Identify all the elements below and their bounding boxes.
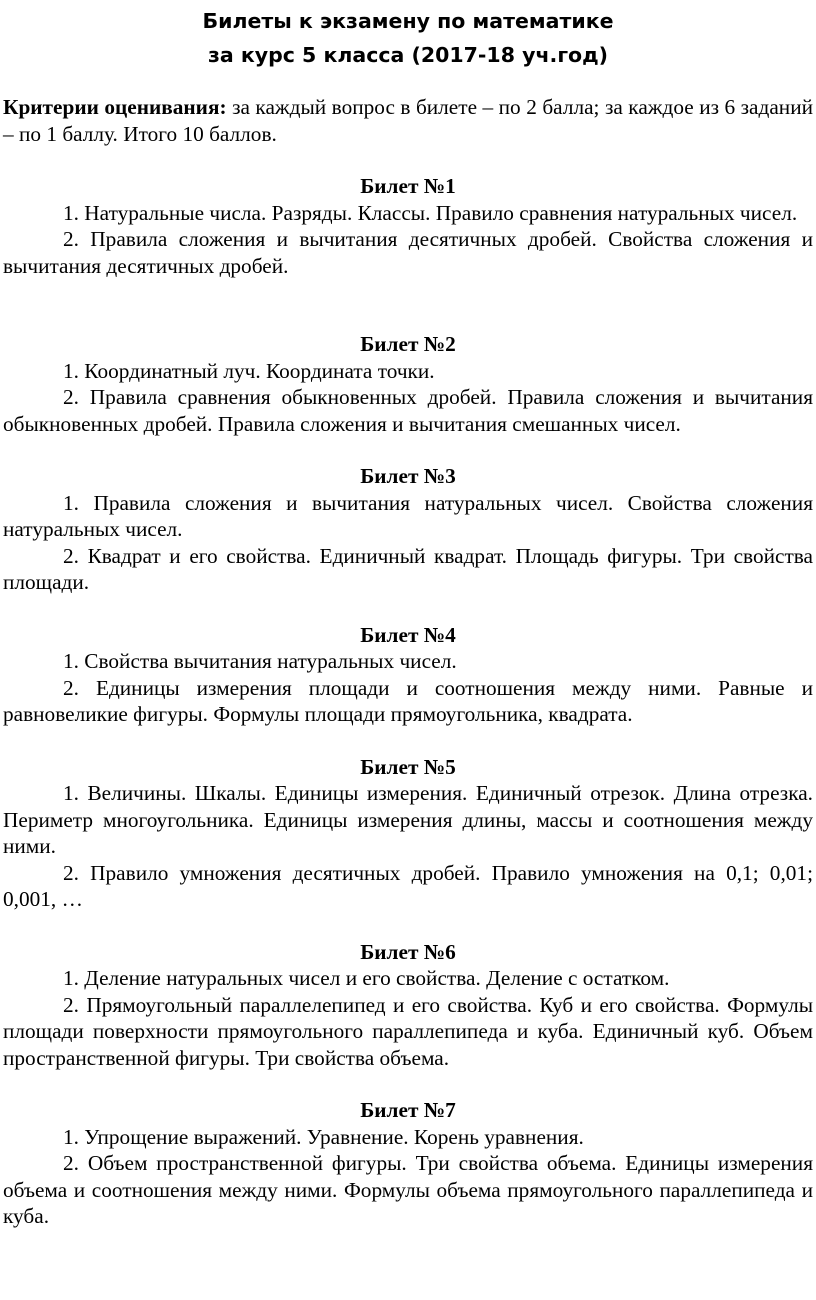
ticket-4 <box>3 622 813 728</box>
ticket-heading: Билет №1 <box>360 174 456 198</box>
ticket-3 <box>3 463 813 596</box>
document-title-line-1: Билеты к экзамену по математике <box>202 9 614 33</box>
document-title-line-2: за курс 5 класса (2017-18 уч.год) <box>207 43 609 67</box>
ticket-heading: Билет №7 <box>360 1098 456 1122</box>
ticket-5 <box>3 754 813 913</box>
ticket-question-1: 1. Величины. Шкалы. Единицы измерения. Единичный отрезок. Длина отрезка. Периметр многоугольника. Единицы измерения длины, массы и соотношения между ними. <box>3 781 813 858</box>
ticket-question-1: 1. Упрощение выражений. Уравнение. Корень уравнения. <box>63 1124 584 1149</box>
ticket-question-1: 1. Правила сложения и вычитания натуральных чисел. Свойства сложения натуральных чисел. <box>3 490 813 541</box>
ticket-6 <box>3 939 813 1072</box>
ticket-question-2: 2. Квадрат и его свойства. Единичный квадрат. Площадь фигуры. Три свойства площади. <box>3 543 813 594</box>
ticket-heading: Билет №2 <box>360 332 456 356</box>
ticket-question-2: 2. Единицы измерения площади и соотношения между ними. Равные и равновеликие фигуры. Формулы площади прямоугольника, квадрата. <box>3 675 813 726</box>
ticket-question-1: 1. Координатный луч. Координата точки. <box>63 358 435 383</box>
ticket-2 <box>3 331 813 437</box>
ticket-question-2: 2. Объем пространственной фигуры. Три свойства объема. Единицы измерения объема и соотношения между ними. Формулы объема прямоугольного параллепипеда и куба. <box>3 1151 813 1228</box>
ticket-question-1: 1. Свойства вычитания натуральных чисел. <box>63 649 457 673</box>
ticket-7 <box>3 1097 813 1230</box>
grading-criteria <box>3 94 813 147</box>
ticket-question-1: 1. Деление натуральных чисел и его свойства. Деление с остатком. <box>63 966 670 990</box>
ticket-heading: Билет №6 <box>360 939 456 964</box>
ticket-question-2: 2. Прямоугольный параллелепипед и его свойства. Куб и его свойства. Формулы площади поверхности прямоугольного параллепипеда и куба. Единичный куб. Объем пространственной фигуры. Три свойства объема. <box>3 992 813 1070</box>
grading-criteria-label: Критерии оценивания: <box>3 95 227 119</box>
ticket-question-1: 1. Натуральные числа. Разряды. Классы. Правило сравнения натуральных чисел. <box>63 200 798 225</box>
ticket-heading: Билет №3 <box>360 464 456 488</box>
ticket-question-2: 2. Правила сравнения обыкновенных дробей. Правила сложения и вычитания обыкновенных дробей. Правила сложения и вычитания смешанных чисел. <box>3 385 813 436</box>
ticket-question-2: 2. Правила сложения и вычитания десятичных дробей. Свойства сложения и вычитания десятичных дробей. <box>3 227 813 278</box>
ticket-question-2: 2. Правило умножения десятичных дробей. Правило умножения на 0,1; 0,01; 0,001, … <box>3 860 813 911</box>
ticket-heading: Билет №5 <box>360 754 456 779</box>
ticket-1 <box>3 173 813 279</box>
ticket-heading: Билет №4 <box>360 622 456 647</box>
grading-criteria-text: за каждый вопрос в билете – по 2 балла; за каждое из 6 заданий – по 1 баллу. Итого 10 баллов. <box>3 95 813 146</box>
